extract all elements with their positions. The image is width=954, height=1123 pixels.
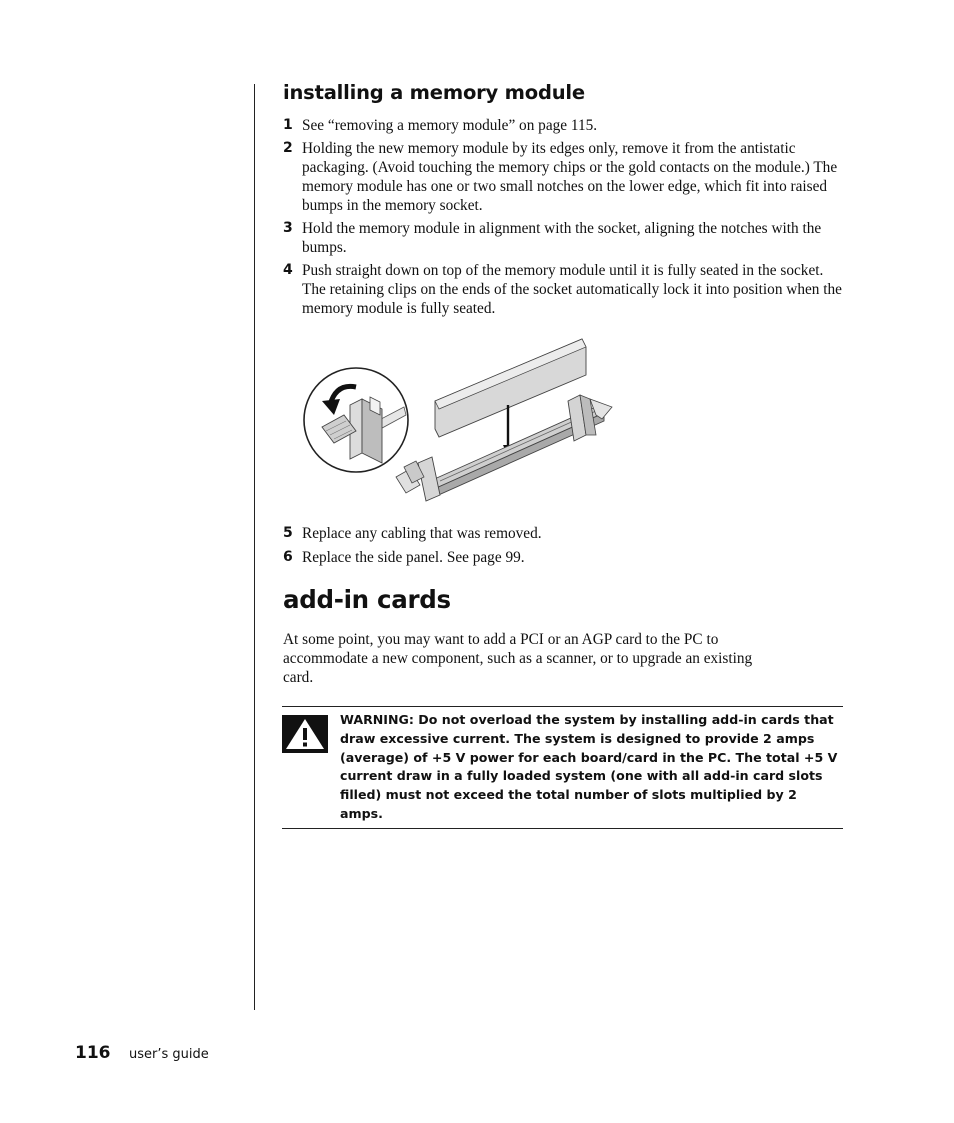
step-item [283, 524, 845, 543]
warning-box [282, 706, 843, 829]
step-text: Holding the new memory module by its edges only, remove it from the antistatic packaging. (Avoid touching the memory chips or the gold contacts on the module.) The memory module has one or two small notches on the lower edge, which fit into raised bumps in the memory socket. [302, 139, 838, 215]
retaining-clip-detail [304, 368, 408, 472]
step-text: Push straight down on top of the memory module until it is fully seated in the socket. The retaining clips on the ends of the socket automatically lock it into position when the memory module is fully seated. [302, 261, 842, 318]
step-text: See “removing a memory module” on page 115. [302, 117, 598, 134]
chapter-heading: add-in cards [283, 585, 451, 614]
warning-text: WARNING: Do not overload the system by installing add-in cards that draw excessive current. The system is designed to provide 2 amps (average) of +5 V power for each board/card in the PC. The total +5 V current draw in a fully loaded system (one with all add-in card slots filled) must not exceed the total number of slots multiplied by 2 amps. [340, 712, 838, 821]
step-text: Replace the side panel. See page 99. [302, 548, 525, 566]
step-item [283, 139, 845, 216]
steps-list-bottom [283, 524, 845, 570]
intro-paragraph: At some point, you may want to add a PCI or an AGP card to the PC to accommodate a new component, such as a scanner, or to upgrade an existing card. [283, 631, 753, 687]
step-number: 5 [283, 525, 293, 541]
step-text: Hold the memory module in alignment with the socket, aligning the notches with the bumps. [302, 220, 822, 257]
step-number: 3 [283, 220, 293, 237]
page-number: 116 [75, 1043, 111, 1063]
step-text: Replace any cabling that was removed. [302, 525, 542, 542]
step-number: 4 [283, 261, 293, 278]
memory-module-illustration [300, 335, 620, 507]
margin-rule [254, 84, 255, 1010]
steps-list-top [283, 116, 845, 322]
step-item [283, 261, 845, 319]
step-number: 2 [283, 139, 293, 156]
footer-label: user’s guide [129, 1047, 209, 1062]
step-item [283, 548, 845, 567]
step-item [283, 219, 845, 257]
step-item [283, 116, 845, 135]
warning-triangle-icon [282, 715, 328, 753]
step-number: 1 [283, 117, 293, 133]
section-heading: installing a memory module [283, 81, 585, 104]
step-number: 6 [283, 548, 293, 565]
memory-socket [396, 395, 612, 501]
